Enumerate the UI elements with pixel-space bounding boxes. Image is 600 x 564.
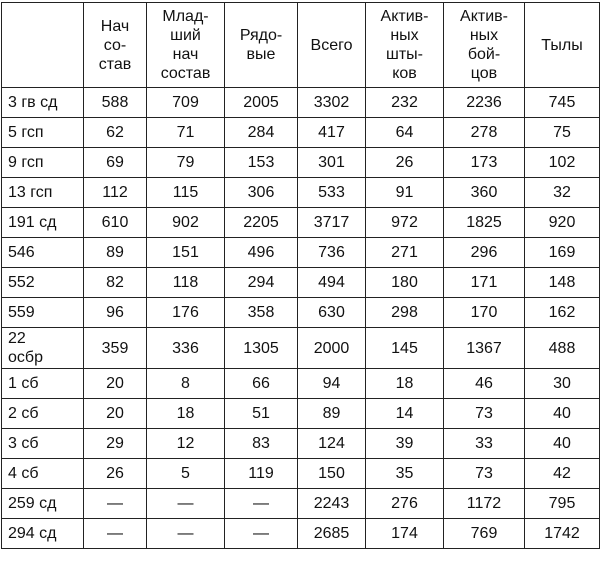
cell-command-staff: 20 bbox=[84, 399, 147, 429]
cell-command-staff: 588 bbox=[84, 88, 147, 118]
cell-rank-and-file: 1305 bbox=[225, 328, 298, 369]
table-row bbox=[2, 208, 600, 238]
cell-rank-and-file: 358 bbox=[225, 298, 298, 328]
cell-rear: 40 bbox=[525, 399, 600, 429]
cell-active-bayonets: 39 bbox=[366, 429, 444, 459]
cell-total: 533 bbox=[298, 178, 366, 208]
cell-junior-command-staff: 71 bbox=[147, 118, 225, 148]
unit-cell: 3 сб bbox=[2, 429, 84, 459]
cell-junior-command-staff: 5 bbox=[147, 459, 225, 489]
unit-cell: 559 bbox=[2, 298, 84, 328]
cell-active-bayonets: 276 bbox=[366, 489, 444, 519]
cell-active-bayonets: 26 bbox=[366, 148, 444, 178]
cell-command-staff: 359 bbox=[84, 328, 147, 369]
cell-total: 494 bbox=[298, 268, 366, 298]
cell-command-staff: 26 bbox=[84, 459, 147, 489]
cell-active-fighters: 769 bbox=[444, 519, 525, 549]
cell-command-staff: 610 bbox=[84, 208, 147, 238]
table-row bbox=[2, 118, 600, 148]
cell-rank-and-file: 496 bbox=[225, 238, 298, 268]
cell-rear: 30 bbox=[525, 369, 600, 399]
cell-junior-command-staff: 12 bbox=[147, 429, 225, 459]
cell-rear: 1742 bbox=[525, 519, 600, 549]
unit-cell: 22 осбр bbox=[2, 328, 84, 369]
header-unit bbox=[2, 3, 84, 88]
cell-junior-command-staff: 118 bbox=[147, 268, 225, 298]
cell-total: 124 bbox=[298, 429, 366, 459]
cell-command-staff: 112 bbox=[84, 178, 147, 208]
cell-junior-command-staff: — bbox=[147, 519, 225, 549]
cell-total: 736 bbox=[298, 238, 366, 268]
cell-total: 630 bbox=[298, 298, 366, 328]
unit-cell: 259 сд bbox=[2, 489, 84, 519]
table-row bbox=[2, 519, 600, 549]
cell-active-fighters: 73 bbox=[444, 399, 525, 429]
cell-command-staff: 96 bbox=[84, 298, 147, 328]
cell-rear: 102 bbox=[525, 148, 600, 178]
cell-command-staff: 82 bbox=[84, 268, 147, 298]
cell-junior-command-staff: 18 bbox=[147, 399, 225, 429]
unit-cell: 2 сб bbox=[2, 399, 84, 429]
cell-active-fighters: 1172 bbox=[444, 489, 525, 519]
cell-active-bayonets: 145 bbox=[366, 328, 444, 369]
header-row bbox=[2, 3, 600, 88]
cell-command-staff: 69 bbox=[84, 148, 147, 178]
cell-rank-and-file: 306 bbox=[225, 178, 298, 208]
cell-rear: 42 bbox=[525, 459, 600, 489]
header-active-bayonets: Актив- ных шты- ков bbox=[366, 3, 444, 88]
table-row bbox=[2, 238, 600, 268]
header-rank-and-file: Рядо- вые bbox=[225, 3, 298, 88]
cell-total: 94 bbox=[298, 369, 366, 399]
cell-rear: 148 bbox=[525, 268, 600, 298]
cell-rear: 488 bbox=[525, 328, 600, 369]
cell-rank-and-file: — bbox=[225, 519, 298, 549]
header-total: Всего bbox=[298, 3, 366, 88]
cell-active-fighters: 73 bbox=[444, 459, 525, 489]
cell-junior-command-staff: 176 bbox=[147, 298, 225, 328]
cell-active-fighters: 296 bbox=[444, 238, 525, 268]
cell-active-bayonets: 298 bbox=[366, 298, 444, 328]
cell-junior-command-staff: 79 bbox=[147, 148, 225, 178]
cell-junior-command-staff: 336 bbox=[147, 328, 225, 369]
header-rear: Тылы bbox=[525, 3, 600, 88]
cell-active-bayonets: 18 bbox=[366, 369, 444, 399]
cell-command-staff: 20 bbox=[84, 369, 147, 399]
cell-rear: 40 bbox=[525, 429, 600, 459]
strength-table bbox=[1, 2, 600, 549]
table-row bbox=[2, 429, 600, 459]
cell-total: 301 bbox=[298, 148, 366, 178]
unit-cell: 13 гсп bbox=[2, 178, 84, 208]
cell-rear: 920 bbox=[525, 208, 600, 238]
cell-command-staff: — bbox=[84, 489, 147, 519]
cell-active-bayonets: 14 bbox=[366, 399, 444, 429]
cell-rank-and-file: 294 bbox=[225, 268, 298, 298]
table-row bbox=[2, 399, 600, 429]
unit-cell: 1 сб bbox=[2, 369, 84, 399]
cell-rank-and-file: 153 bbox=[225, 148, 298, 178]
cell-active-bayonets: 232 bbox=[366, 88, 444, 118]
cell-total: 417 bbox=[298, 118, 366, 148]
cell-active-fighters: 46 bbox=[444, 369, 525, 399]
table-row bbox=[2, 328, 600, 369]
cell-junior-command-staff: 709 bbox=[147, 88, 225, 118]
table-row bbox=[2, 298, 600, 328]
table-row bbox=[2, 88, 600, 118]
cell-rank-and-file: 284 bbox=[225, 118, 298, 148]
cell-junior-command-staff: 902 bbox=[147, 208, 225, 238]
cell-command-staff: — bbox=[84, 519, 147, 549]
cell-total: 2685 bbox=[298, 519, 366, 549]
table-row bbox=[2, 178, 600, 208]
table-row bbox=[2, 268, 600, 298]
cell-total: 3302 bbox=[298, 88, 366, 118]
cell-total: 3717 bbox=[298, 208, 366, 238]
cell-rear: 75 bbox=[525, 118, 600, 148]
cell-active-fighters: 360 bbox=[444, 178, 525, 208]
table-row bbox=[2, 148, 600, 178]
cell-rank-and-file: 51 bbox=[225, 399, 298, 429]
header-active-fighters: Актив- ных бой- цов bbox=[444, 3, 525, 88]
cell-rank-and-file: — bbox=[225, 489, 298, 519]
cell-command-staff: 29 bbox=[84, 429, 147, 459]
cell-active-bayonets: 271 bbox=[366, 238, 444, 268]
cell-active-bayonets: 91 bbox=[366, 178, 444, 208]
cell-active-bayonets: 64 bbox=[366, 118, 444, 148]
table-row bbox=[2, 459, 600, 489]
cell-active-fighters: 173 bbox=[444, 148, 525, 178]
unit-cell: 4 сб bbox=[2, 459, 84, 489]
unit-cell: 546 bbox=[2, 238, 84, 268]
unit-cell: 9 гсп bbox=[2, 148, 84, 178]
cell-total: 2000 bbox=[298, 328, 366, 369]
cell-command-staff: 89 bbox=[84, 238, 147, 268]
cell-active-fighters: 2236 bbox=[444, 88, 525, 118]
cell-active-fighters: 170 bbox=[444, 298, 525, 328]
cell-active-fighters: 1367 bbox=[444, 328, 525, 369]
cell-rank-and-file: 66 bbox=[225, 369, 298, 399]
cell-active-bayonets: 180 bbox=[366, 268, 444, 298]
header-junior-command-staff: Млад- ший нач состав bbox=[147, 3, 225, 88]
table-row bbox=[2, 489, 600, 519]
cell-junior-command-staff: — bbox=[147, 489, 225, 519]
unit-cell: 3 гв сд bbox=[2, 88, 84, 118]
cell-active-fighters: 33 bbox=[444, 429, 525, 459]
unit-cell: 552 bbox=[2, 268, 84, 298]
cell-rank-and-file: 2005 bbox=[225, 88, 298, 118]
unit-cell: 294 сд bbox=[2, 519, 84, 549]
cell-rear: 32 bbox=[525, 178, 600, 208]
cell-active-bayonets: 174 bbox=[366, 519, 444, 549]
table-row bbox=[2, 369, 600, 399]
cell-rank-and-file: 83 bbox=[225, 429, 298, 459]
cell-rear: 162 bbox=[525, 298, 600, 328]
cell-rear: 795 bbox=[525, 489, 600, 519]
header-command-staff: Нач со- став bbox=[84, 3, 147, 88]
cell-total: 89 bbox=[298, 399, 366, 429]
cell-rear: 169 bbox=[525, 238, 600, 268]
cell-command-staff: 62 bbox=[84, 118, 147, 148]
cell-total: 150 bbox=[298, 459, 366, 489]
cell-rank-and-file: 119 bbox=[225, 459, 298, 489]
cell-active-fighters: 171 bbox=[444, 268, 525, 298]
cell-junior-command-staff: 115 bbox=[147, 178, 225, 208]
cell-total: 2243 bbox=[298, 489, 366, 519]
cell-active-bayonets: 972 bbox=[366, 208, 444, 238]
cell-junior-command-staff: 151 bbox=[147, 238, 225, 268]
cell-rank-and-file: 2205 bbox=[225, 208, 298, 238]
cell-active-bayonets: 35 bbox=[366, 459, 444, 489]
cell-active-fighters: 278 bbox=[444, 118, 525, 148]
cell-rear: 745 bbox=[525, 88, 600, 118]
cell-active-fighters: 1825 bbox=[444, 208, 525, 238]
unit-cell: 191 сд bbox=[2, 208, 84, 238]
unit-cell: 5 гсп bbox=[2, 118, 84, 148]
cell-junior-command-staff: 8 bbox=[147, 369, 225, 399]
